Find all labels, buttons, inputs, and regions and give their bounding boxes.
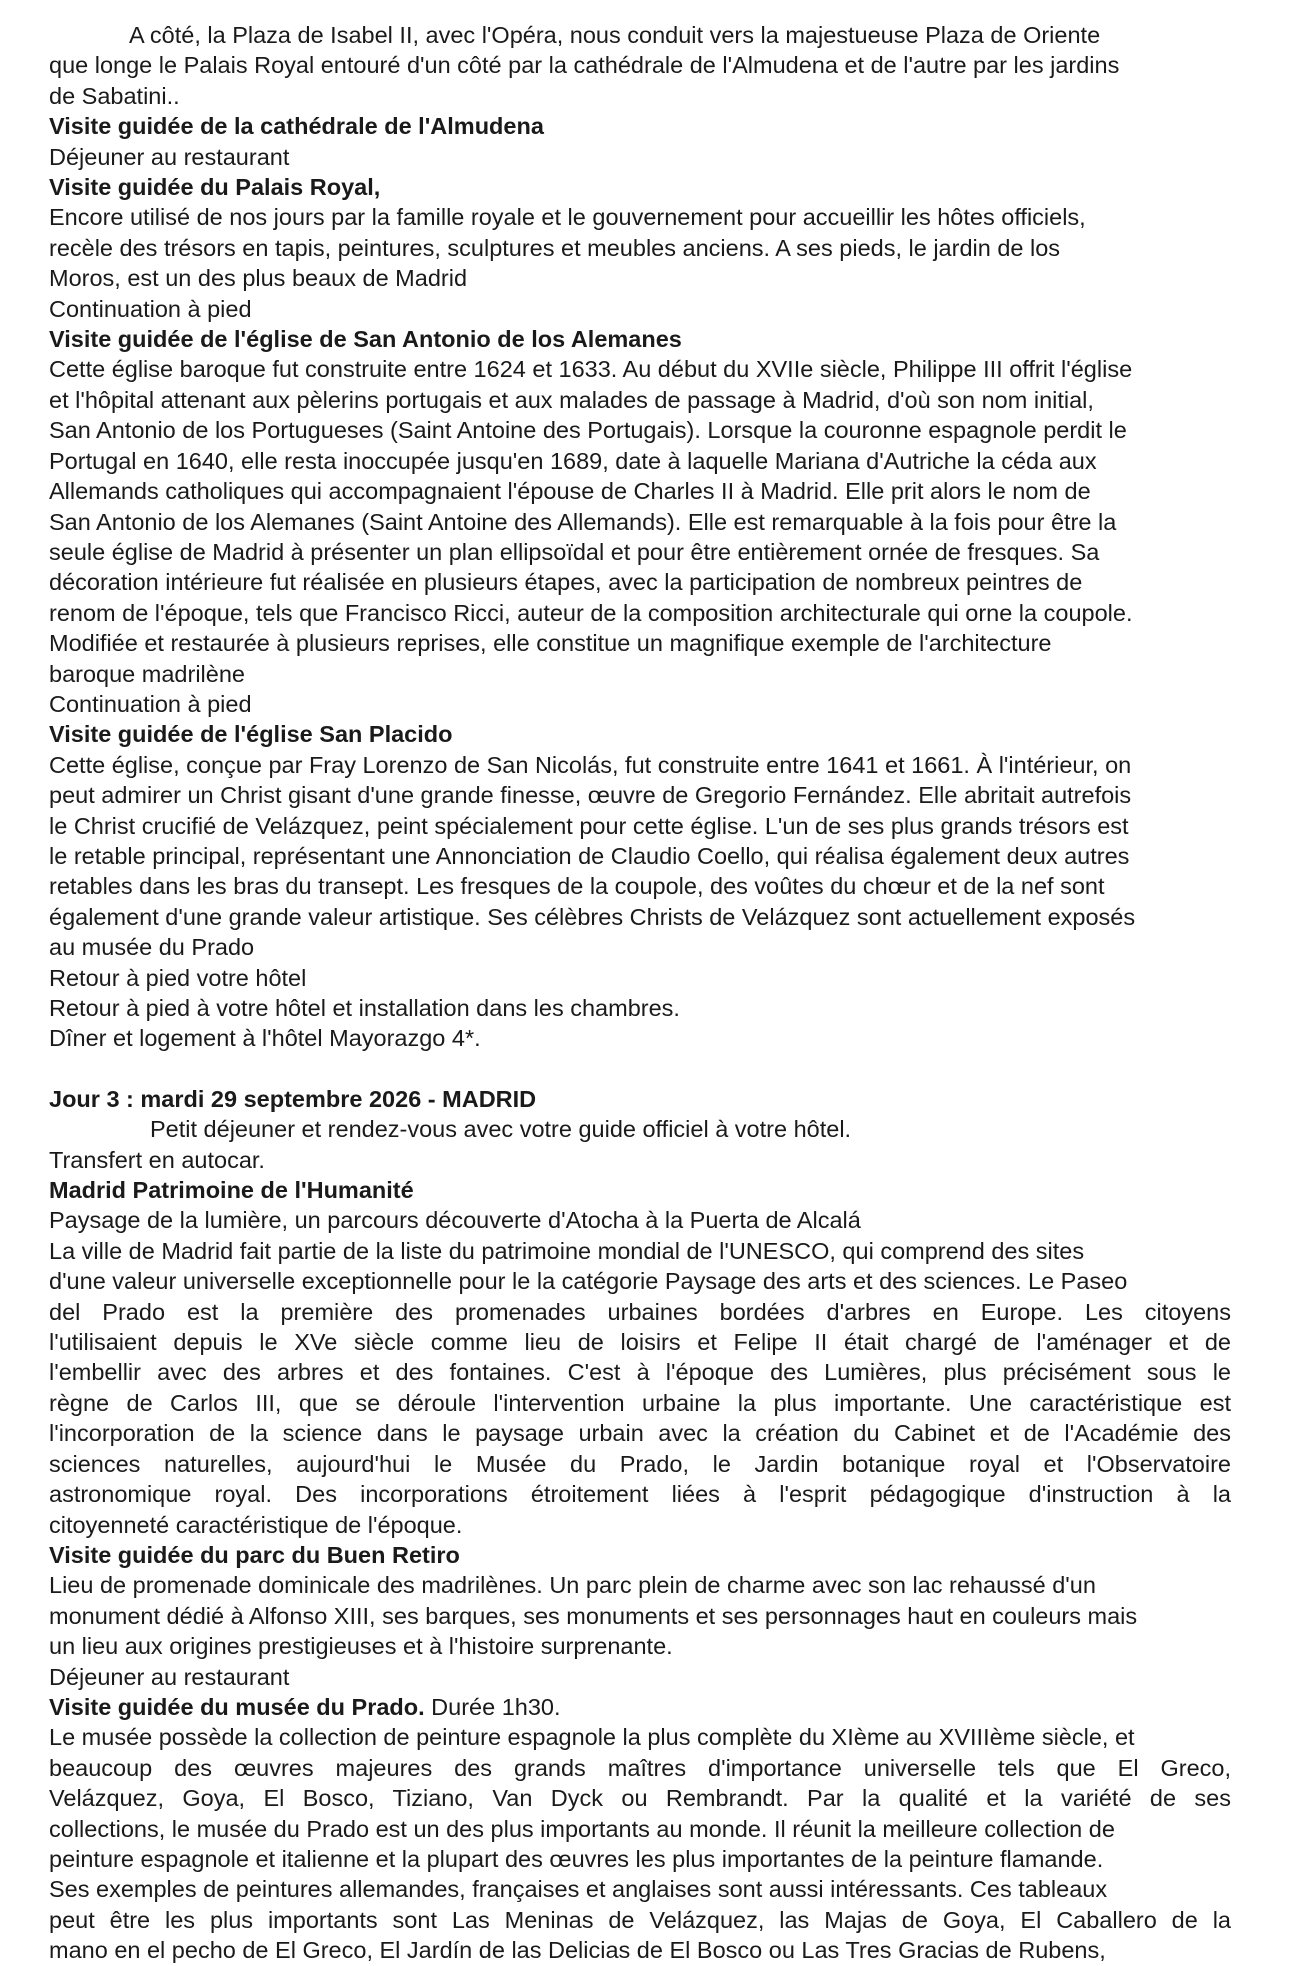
antonio-text-line: renom de l'époque, tels que Francisco Ricci, auteur de la composition architecturale qui orne la coupole. (49, 599, 1133, 626)
continuation-line: Continuation à pied (49, 690, 252, 717)
prado-title: Visite guidée du musée du Prado. (49, 1693, 425, 1720)
placido-text-line: également d'une grande valeur artistique. Ses célèbres Christs de Velázquez sont actuellement exposés (49, 903, 1136, 930)
retour-line: Retour à pied votre hôtel (49, 964, 307, 991)
placido-text-line: Cette église, conçue par Fray Lorenzo de San Nicolás, fut construite entre 1641 et 1661. À l'intérieur, on (49, 751, 1132, 778)
patrimoine-subtitle: Paysage de la lumière, un parcours découverte d'Atocha à la Puerta de Alcalá (49, 1207, 861, 1234)
retour-line: Retour à pied à votre hôtel et installation dans les chambres. (49, 995, 680, 1021)
retiro-text-line: un lieu aux origines prestigieuses et à l'histoire surprenante. (49, 1633, 673, 1660)
prado-text-line: peinture espagnole et italienne et la plupart des œuvres les plus importantes de la peinture flamande. (49, 1845, 1104, 1872)
continuation-line: Continuation à pied (49, 295, 252, 322)
placido-title: Visite guidée de l'église San Placido (49, 721, 453, 748)
antonio-text-line: et l'hôpital attenant aux pèlerins portugais et aux malades de passage à Madrid, d'où son nom initial, (49, 386, 1094, 413)
palais-title: Visite guidée du Palais Royal, (49, 174, 381, 201)
antonio-text-line: Portugal en 1640, elle resta inoccupée jusqu'en 1689, date à laquelle Mariana d'Autriche la céda aux (49, 447, 1097, 474)
patrimoine-text-line: citoyenneté caractéristique de l'époque. (49, 1511, 463, 1538)
patrimoine-text-line: astronomique royal. Des incorporations étroitement liées à l'esprit pédagogique d'instruction à la (49, 1481, 1231, 1508)
placido-text-line: le Christ crucifié de Velázquez, peint spécialement pour cette église. L'un de ses plus grands trésors est (49, 812, 1129, 839)
patrimoine-text-line: l'embellir avec des arbres et des fontaines. C'est à l'époque des Lumières, plus précisément sous le (49, 1359, 1231, 1386)
prado-text-line: mano en el pecho de El Greco, El Jardín de las Delicias de El Bosco ou Las Tres Gracias de Rubens, (49, 1937, 1106, 1964)
prado-heading (49, 1692, 1231, 1722)
patrimoine-text-line: l'incorporation de la science dans le paysage urbain avec la création du Cabinet et de l'Académie des (49, 1420, 1231, 1447)
antonio-text-line: Modifiée et restaurée à plusieurs reprises, elle constitue un magnifique exemple de l'architecture (49, 630, 1052, 657)
antonio-text-line: San Antonio de los Alemanes (Saint Antoine des Allemands). Elle est remarquable à la fois pour être la (49, 508, 1117, 535)
antonio-title: Visite guidée de l'église de San Antonio de los Alemanes (49, 326, 682, 353)
patrimoine-title: Madrid Patrimoine de l'Humanité (49, 1177, 414, 1204)
patrimoine-text-line: del Prado est la première des promenades urbaines bordées d'arbres en Europe. Les citoyens (49, 1298, 1231, 1325)
section-gap (49, 1054, 1231, 1084)
lunch-line: Déjeuner au restaurant (49, 143, 290, 170)
prado-text-line: Le musée possède la collection de peinture espagnole la plus complète du XIème au XVIIIème siècle, et (49, 1724, 1135, 1751)
antonio-text-line: seule église de Madrid à présenter un plan ellipsoïdal et pour être entièrement ornée de fresques. Sa (49, 538, 1100, 565)
breakfast-line: Petit déjeuner et rendez-vous avec votre guide officiel à votre hôtel. (150, 1116, 852, 1143)
retiro-title: Visite guidée du parc du Buen Retiro (49, 1541, 460, 1568)
patrimoine-text-line: sciences naturelles, aujourd'hui le Musée du Prado, le Jardin botanique royal et l'Observatoire (49, 1450, 1231, 1477)
day3-heading: Jour 3 : mardi 29 septembre 2026 - MADRID (49, 1085, 537, 1112)
palais-text-line: Moros, est un des plus beaux de Madrid (49, 265, 468, 292)
patrimoine-text-line: l'utilisaient depuis le XVe siècle comme lieu de loisirs et Felipe II était chargé de l'aménager et de (49, 1329, 1231, 1356)
antonio-text-line: Cette église baroque fut construite entre 1624 et 1633. Au début du XVIIe siècle, Philippe III offrit l'église (49, 356, 1133, 383)
patrimoine-text-line: d'une valeur universelle exceptionnelle pour le la catégorie Paysage des arts et des sciences. Le Paseo (49, 1268, 1128, 1295)
patrimoine-text-line: règne de Carlos III, que se déroule l'intervention urbaine la plus importante. Une caractéristique est (49, 1389, 1231, 1416)
retiro-text-line: Lieu de promenade dominicale des madrilènes. Un parc plein de charme avec son lac rehaussé d'un (49, 1572, 1096, 1599)
prado-text-line: Ses exemples de peintures allemandes, françaises et anglaises sont aussi intéressants. Ces tableaux (49, 1876, 1108, 1903)
palais-text-line: recèle des trésors en tapis, peintures, sculptures et meubles anciens. A ses pieds, le jardin de los (49, 234, 1061, 261)
prado-text-line: collections, le musée du Prado est un des plus importants au monde. Il réunit la meilleure collection de (49, 1815, 1115, 1842)
placido-text-line: retables dans les bras du transept. Les fresques de la coupole, des voûtes du chœur et de la nef sont (49, 873, 1105, 900)
prado-duration: Durée 1h30. (424, 1693, 561, 1720)
lunch-line: Déjeuner au restaurant (49, 1663, 290, 1690)
palais-text-line: Encore utilisé de nos jours par la famille royale et le gouvernement pour accueillir les hôtes officiels, (49, 204, 1086, 231)
almudena-title: Visite guidée de la cathédrale de l'Almudena (49, 113, 544, 140)
transfer-line: Transfert en autocar. (49, 1146, 265, 1173)
intro-line: que longe le Palais Royal entouré d'un côté par la cathédrale de l'Almudena et de l'autre par les jardins (49, 52, 1120, 79)
retiro-text-line: monument dédié à Alfonso XIII, ses barques, ses monuments et ses personnages haut en couleurs mais (49, 1602, 1138, 1629)
prado-text-line: Velázquez, Goya, El Bosco, Tiziano, Van Dyck ou Rembrandt. Par la qualité et la variété de ses (49, 1785, 1231, 1812)
prado-text-line: peut être les plus importants sont Las Meninas de Velázquez, las Majas de Goya, El Caballero de la (49, 1906, 1231, 1933)
antonio-text-line: décoration intérieure fut réalisée en plusieurs étapes, avec la participation de nombreux peintres de (49, 569, 1083, 596)
placido-text-line: au musée du Prado (49, 934, 255, 961)
antonio-text-line: San Antonio de los Portugueses (Saint Antoine des Portugais). Lorsque la couronne espagnole perdit le (49, 417, 1127, 444)
placido-text-line: peut admirer un Christ gisant d'une grande finesse, œuvre de Gregorio Fernández. Elle abritait autrefois (49, 782, 1132, 809)
diner-line: Dîner et logement à l'hôtel Mayorazgo 4*. (49, 1025, 481, 1052)
patrimoine-text-line: La ville de Madrid fait partie de la liste du patrimoine mondial de l'UNESCO, qui comprend des sites (49, 1237, 1085, 1264)
placido-text-line: le retable principal, représentant une Annonciation de Claudio Coello, qui réalisa également deux autres (49, 842, 1130, 869)
intro-line: A côté, la Plaza de Isabel II, avec l'Opéra, nous conduit vers la majestueuse Plaza de Oriente (129, 22, 1101, 48)
intro-line: de Sabatini.. (49, 82, 180, 109)
antonio-text-line: Allemands catholiques qui accompagnaient l'épouse de Charles II à Madrid. Elle prit alors le nom de (49, 478, 1091, 505)
prado-text-line: beaucoup des œuvres majeures des grands maîtres d'importance universelle tels que El Greco, (49, 1754, 1231, 1781)
antonio-text-line: baroque madrilène (49, 660, 245, 687)
